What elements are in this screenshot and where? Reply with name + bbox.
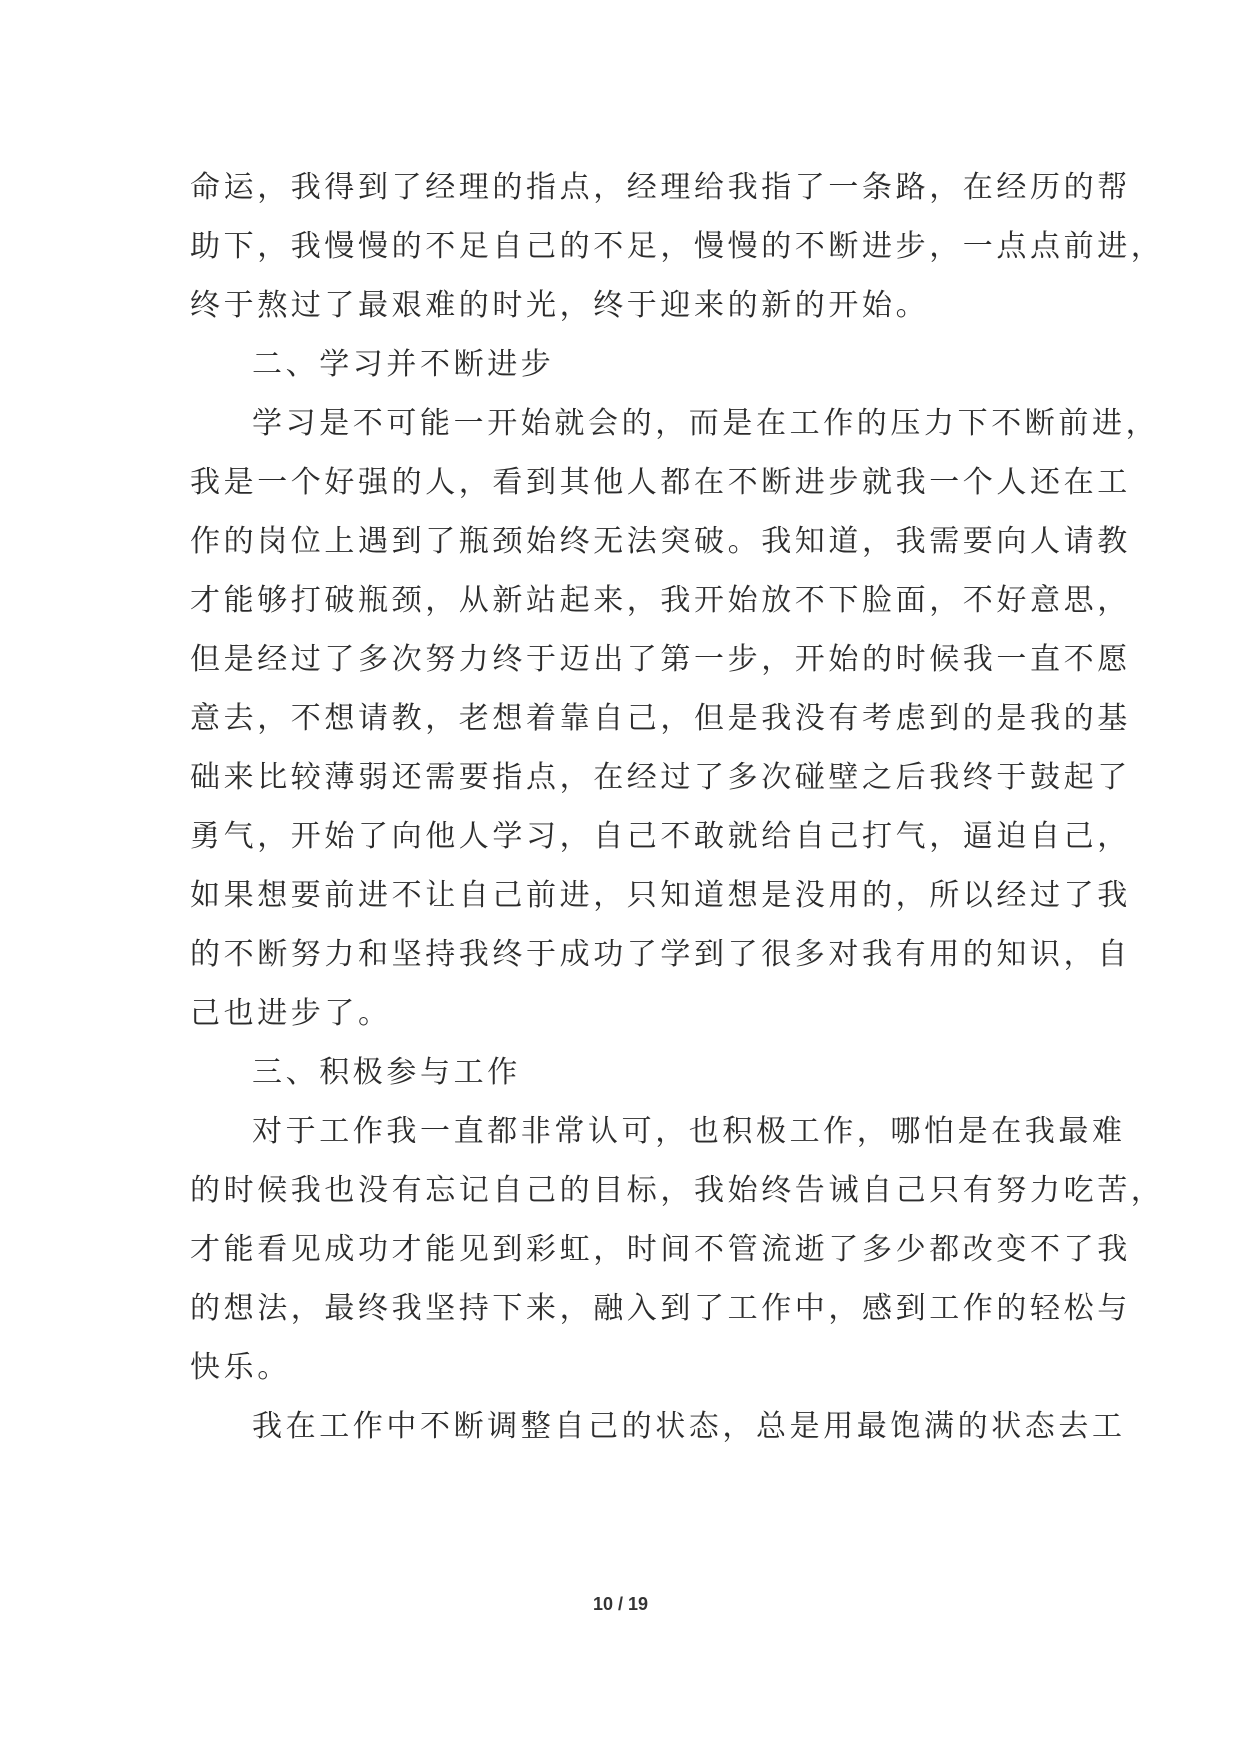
body-text-line: 意去，不想请教，老想着靠自己，但是我没有考虑到的是我的基	[190, 701, 1131, 736]
body-text-line: 助下，我慢慢的不足自己的不足，慢慢的不断进步，一点点前进，	[190, 229, 1165, 264]
body-text-line: 的不断努力和坚持我终于成功了学到了很多对我有用的知识，自	[190, 937, 1131, 972]
body-text-line: 的想法，最终我坚持下来，融入到了工作中，感到工作的轻松与	[190, 1291, 1131, 1326]
body-text-line: 我是一个好强的人，看到其他人都在不断进步就我一个人还在工	[190, 465, 1131, 500]
body-text-line: 己也进步了。	[190, 996, 392, 1031]
body-text-line: 如果想要前进不让自己前进，只知道想是没用的，所以经过了我	[190, 878, 1131, 913]
paragraph-start-line: 学习是不可能一开始就会的，而是在工作的压力下不断前进，	[252, 406, 1160, 441]
section-heading: 二、学习并不断进步	[252, 347, 555, 382]
body-text-line: 作的岗位上遇到了瓶颈始终无法突破。我知道，我需要向人请教	[190, 524, 1131, 559]
paragraph-start-line: 对于工作我一直都非常认可，也积极工作，哪怕是在我最难	[252, 1114, 1126, 1149]
body-text-line: 才能看见成功才能见到彩虹，时间不管流逝了多少都改变不了我	[190, 1232, 1131, 1267]
body-text-line: 终于熬过了最艰难的时光，终于迎来的新的开始。	[190, 288, 930, 323]
section-heading: 三、积极参与工作	[252, 1055, 521, 1090]
body-text-line: 命运，我得到了经理的指点，经理给我指了一条路，在经历的帮	[190, 170, 1131, 205]
body-text-line: 础来比较薄弱还需要指点，在经过了多次碰壁之后我终于鼓起了	[190, 760, 1131, 795]
paragraph-start-line: 我在工作中不断调整自己的状态，总是用最饱满的状态去工	[252, 1409, 1126, 1444]
body-text-line: 的时候我也没有忘记自己的目标，我始终告诫自己只有努力吃苦，	[190, 1173, 1165, 1208]
body-text-line: 才能够打破瓶颈，从新站起来，我开始放不下脸面，不好意思，	[190, 583, 1131, 618]
body-text-line: 快乐。	[190, 1350, 291, 1385]
body-text-line: 但是经过了多次努力终于迈出了第一步，开始的时候我一直不愿	[190, 642, 1131, 677]
body-text-line: 勇气，开始了向他人学习，自己不敢就给自己打气，逼迫自己，	[190, 819, 1131, 854]
page-number: 10 / 19	[592, 1594, 649, 1614]
